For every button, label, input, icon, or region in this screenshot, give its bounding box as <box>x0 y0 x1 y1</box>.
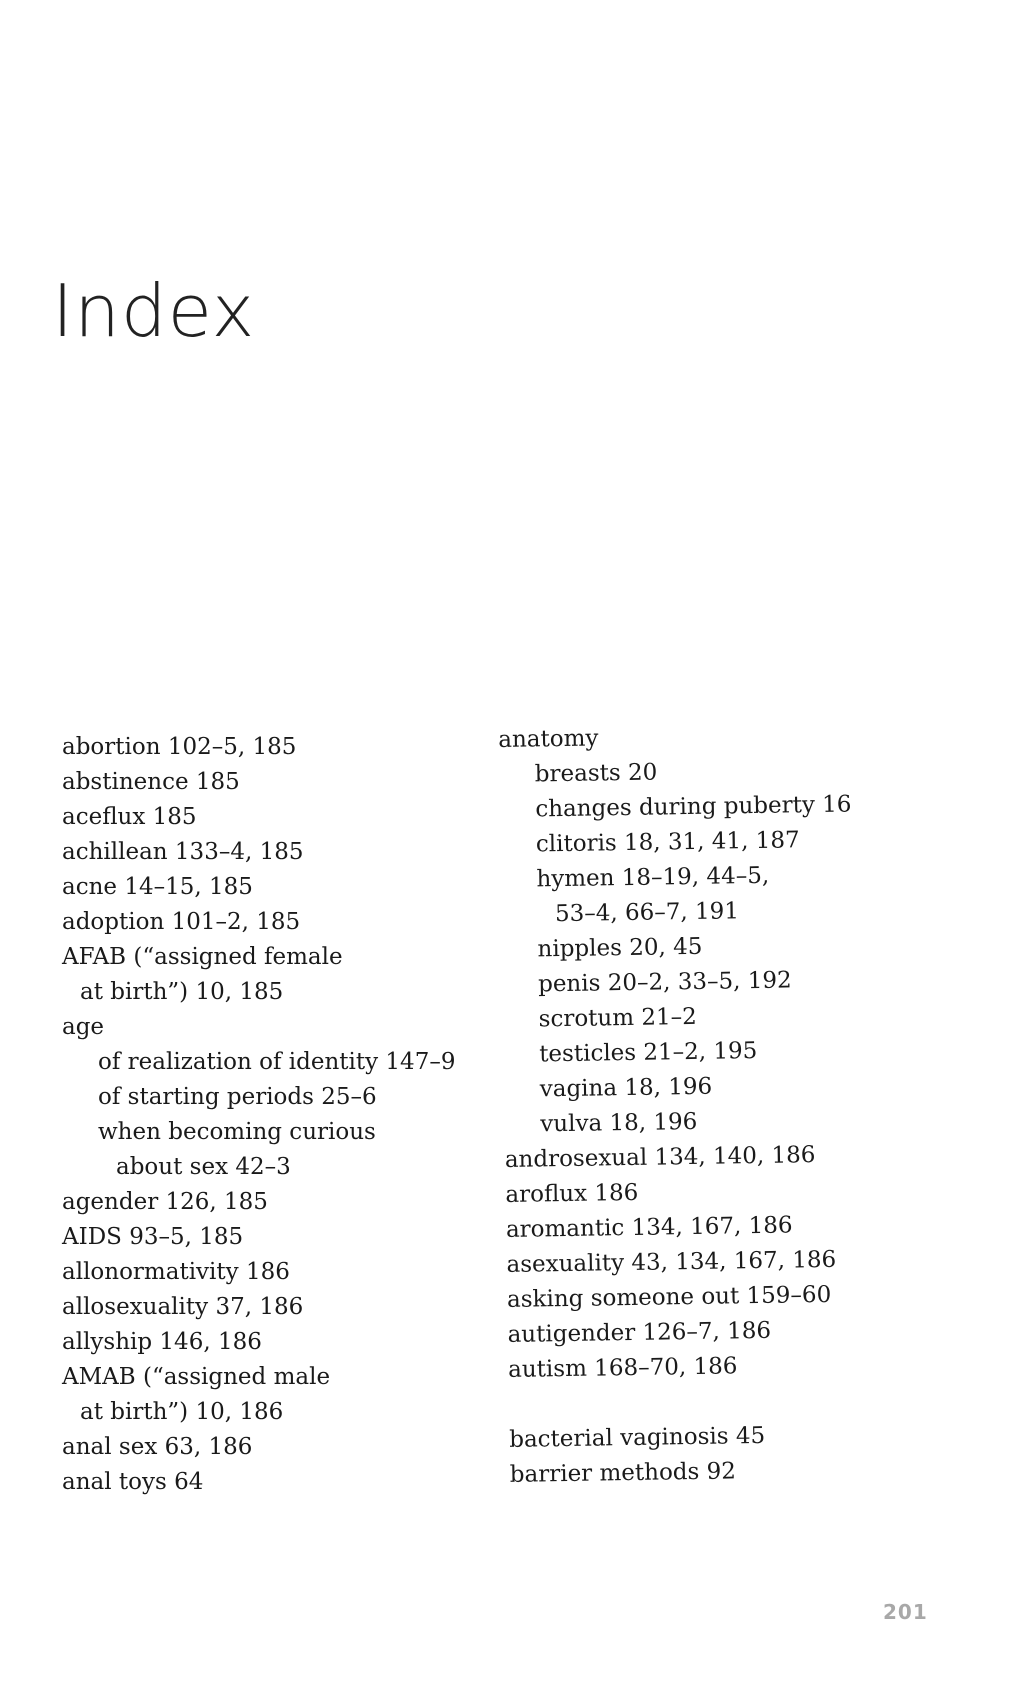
index-entry: allonormativity 186 <box>62 1259 290 1285</box>
index-entry: allosexuality 37, 186 <box>62 1294 304 1320</box>
index-subentry-continuation: about sex 42–3 <box>116 1154 291 1180</box>
index-subentry-continuation: 53–4, 66–7, 191 <box>554 898 740 928</box>
index-entry: anal toys 64 <box>62 1469 204 1495</box>
index-column-right <box>498 717 862 1492</box>
index-entry: acne 14–15, 185 <box>62 874 253 900</box>
index-entry-continuation: at birth”) 10, 186 <box>80 1399 284 1425</box>
index-entry: anatomy <box>498 725 599 753</box>
index-entry: agender 126, 185 <box>62 1189 268 1215</box>
index-entry: allyship 146, 186 <box>62 1329 262 1355</box>
index-subentry: vagina 18, 196 <box>539 1073 713 1103</box>
index-entry: AMAB (“assigned male <box>62 1364 331 1390</box>
index-entry: AFAB (“assigned female <box>62 944 343 970</box>
index-entry: aromantic 134, 167, 186 <box>505 1212 793 1243</box>
index-subentry: scrotum 21–2 <box>538 1003 697 1033</box>
index-entry: autism 168–70, 186 <box>507 1353 738 1383</box>
index-entry: bacterial vaginosis 45 <box>509 1422 766 1453</box>
index-entry: anal sex 63, 186 <box>62 1434 253 1460</box>
index-entry: achillean 133–4, 185 <box>62 839 304 865</box>
index-entry: asking someone out 159–60 <box>506 1281 832 1313</box>
index-column-left <box>62 730 455 1500</box>
index-subentry: changes during puberty 16 <box>535 791 852 823</box>
index-subentry: penis 20–2, 33–5, 192 <box>537 967 792 998</box>
section-gap <box>508 1382 861 1423</box>
index-entry: AIDS 93–5, 185 <box>62 1224 244 1250</box>
index-subentry: hymen 18–19, 44–5, <box>536 862 770 893</box>
index-entry: barrier methods 92 <box>509 1458 737 1488</box>
page-title: Index <box>52 269 256 353</box>
index-entry: abstinence 185 <box>62 769 240 795</box>
index-entry: aroflux 186 <box>505 1179 639 1208</box>
index-subentry: when becoming curious <box>98 1119 376 1145</box>
index-entry: asexuality 43, 134, 167, 186 <box>506 1246 837 1278</box>
index-entry: age <box>62 1014 105 1040</box>
index-subentry: clitoris 18, 31, 41, 187 <box>535 827 800 858</box>
index-subentry: vulva 18, 196 <box>540 1108 698 1138</box>
index-entry: androsexual 134, 140, 186 <box>504 1142 816 1173</box>
index-subentry: of realization of identity 147–9 <box>98 1049 456 1075</box>
index-entry: autigender 126–7, 186 <box>507 1317 772 1348</box>
index-entry: adoption 101–2, 185 <box>62 909 301 935</box>
index-entry: abortion 102–5, 185 <box>62 734 297 760</box>
index-subentry: nipples 20, 45 <box>537 933 703 963</box>
index-subentry: testicles 21–2, 195 <box>539 1037 758 1068</box>
page-number: 201 <box>883 1600 928 1624</box>
index-entry-continuation: at birth”) 10, 185 <box>80 979 284 1005</box>
index-entry: aceflux 185 <box>62 804 197 830</box>
index-subentry: of starting periods 25–6 <box>98 1084 377 1110</box>
index-subentry: breasts 20 <box>534 759 658 788</box>
